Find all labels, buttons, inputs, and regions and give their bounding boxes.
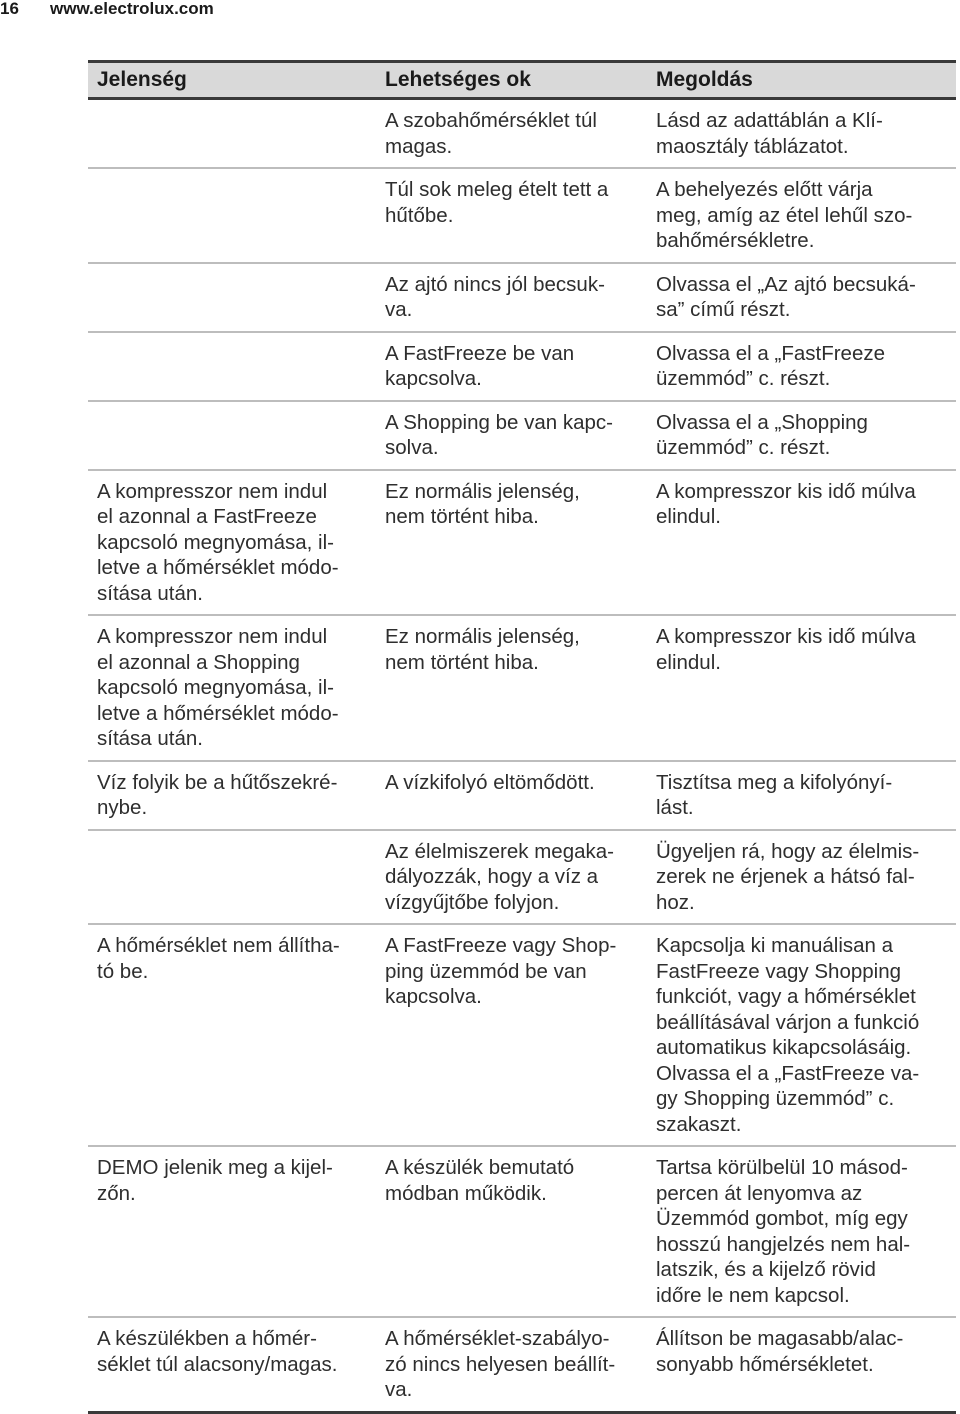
solution-cell: Tartsa körülbelül 10 másod- percen át lenyomva az Üzemmód gombot, míg egy hosszú hangjelzés nem hal- latszik, és a kijelző rövid időre le nem kapcsol. <box>656 1156 911 1307</box>
solution-cell: Olvassa el a „Shopping üzemmód” c. részt. <box>656 410 868 459</box>
solution-cell: Kapcsolja ki manuálisan a FastFreeze vagy Shopping funkciót, vagy a hőmérséklet beállításával várjon a funkció automatikus kikapcsolásáig. Olvassa el a „FastFreeze va- gy Shopping üzemmód” c. szakaszt. <box>656 934 920 1136</box>
table-header <box>88 60 956 100</box>
cause-cell: Ez normális jelenség, nem történt hiba. <box>385 625 580 674</box>
website-url: www.electrolux.com <box>50 0 214 18</box>
solution-cell: A behelyezés előtt várja meg, amíg az étel lehűl szo- bahőmérsékletre. <box>656 178 913 252</box>
cause-cell: Az ajtó nincs jól becsuk- va. <box>385 272 605 321</box>
cause-cell: Az élelmiszerek megaka- dályozzák, hogy a víz a vízgyűjtőbe folyjon. <box>385 839 614 914</box>
solution-cell: A kompresszor kis idő múlva elindul. <box>656 625 916 674</box>
table-row <box>88 1147 956 1318</box>
cause-cell: A FastFreeze vagy Shop- ping üzemmód be van kapcsolva. <box>385 934 617 1008</box>
symptom-cell <box>88 402 376 469</box>
symptom-cell <box>88 264 376 331</box>
table-row <box>88 616 956 762</box>
solution-cell: Olvassa el a „FastFreeze üzemmód” c. részt. <box>656 341 885 390</box>
solution-cell: Tisztítsa meg a kifolyónyí- lást. <box>656 770 893 819</box>
solution-cell: Olvassa el „Az ajtó becsuká- sa” című részt. <box>656 272 916 321</box>
solution-cell: A kompresszor kis idő múlva elindul. <box>656 479 916 528</box>
solution-cell: Állítson be magasabb/alac- sonyabb hőmérsékletet. <box>656 1327 904 1376</box>
cause-cell: A FastFreeze be van kapcsolva. <box>385 341 575 390</box>
solution-cell: Lásd az adattáblán a Klí- maosztály táblázatot. <box>656 109 883 158</box>
table-row <box>88 100 956 169</box>
symptom-cell: A készülékben a hőmér- séklet túl alacsony/magas. <box>97 1327 338 1376</box>
table-row <box>88 402 956 471</box>
symptom-cell <box>88 169 376 262</box>
cause-cell: A vízkifolyó eltömődött. <box>385 770 595 794</box>
table-row <box>88 925 956 1147</box>
cause-cell: A szobahőmérséklet túl magas. <box>385 109 597 158</box>
solution-cell: Ügyeljen rá, hogy az élelmis- zerek ne érjenek a hátsó fal- hoz. <box>656 839 920 914</box>
symptom-cell: A kompresszor nem indul el azonnal a Shopping kapcsoló megnyomása, il- letve a hőmérséklet módo- sítása után. <box>97 625 339 750</box>
cause-cell: A Shopping be van kapc- solva. <box>385 410 613 459</box>
cause-cell: A készülék bemutató módban működik. <box>385 1156 575 1205</box>
symptom-cell: A kompresszor nem indul el azonnal a FastFreeze kapcsoló megnyomása, il- letve a hőmérséklet módo- sítása után. <box>97 479 339 605</box>
table-row <box>88 169 956 264</box>
cause-cell: Ez normális jelenség, nem történt hiba. <box>385 479 580 528</box>
symptom-cell <box>88 333 376 400</box>
cause-cell: Túl sok meleg ételt tett a hűtőbe. <box>385 178 609 227</box>
troubleshooting-table <box>88 60 956 1414</box>
cause-cell: A hőmérséklet-szabályo- zó nincs helyesen beállít- va. <box>385 1327 616 1401</box>
column-header-symptom: Jelenség <box>97 68 187 91</box>
column-header-solution: Megoldás <box>656 68 753 91</box>
table-row <box>88 762 956 831</box>
symptom-cell <box>88 831 376 924</box>
table-row <box>88 1318 956 1414</box>
symptom-cell: Víz folyik be a hűtőszekré- nybe. <box>97 770 338 819</box>
table-body <box>88 100 956 1414</box>
symptom-cell: DEMO jelenik meg a kijel- zőn. <box>97 1156 333 1205</box>
symptom-cell: A hőmérséklet nem állítha- tó be. <box>97 934 340 983</box>
table-row <box>88 333 956 402</box>
table-row <box>88 471 956 617</box>
symptom-cell <box>88 100 376 167</box>
column-header-cause: Lehetséges ok <box>385 68 531 91</box>
table-row <box>88 831 956 926</box>
page-number: 16 <box>0 0 19 18</box>
table-row <box>88 264 956 333</box>
